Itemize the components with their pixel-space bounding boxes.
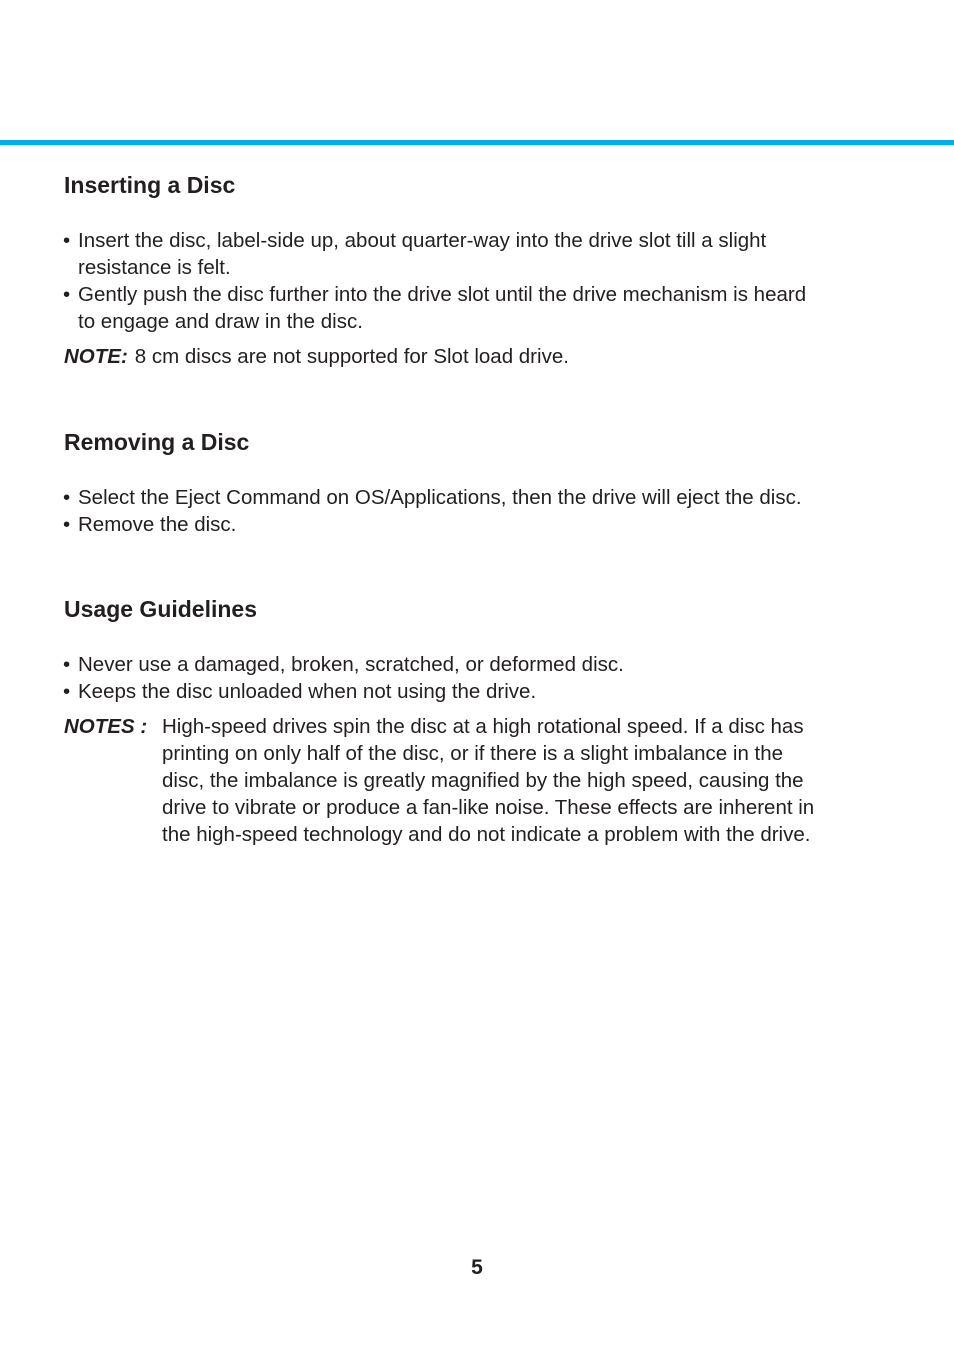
usage-bullet-list [64,651,894,705]
section-title-removing: Removing a Disc [64,429,250,455]
list-item-line: Gently push the disc further into the drive slot until the drive mechanism is heard [78,283,807,306]
note-label: NOTE: [64,345,128,368]
notes-line: High-speed drives spin the disc at a high rotational speed. If a disc has [162,715,804,738]
section-title-inserting: Inserting a Disc [64,172,236,198]
bullet-icon: • [63,513,71,536]
list-item [64,651,894,678]
header-rule [0,140,954,145]
list-item [64,484,894,511]
list-item [64,678,894,705]
notes-line: printing on only half of the disc, or if there is a slight imbalance in the [162,742,784,765]
notes-line: drive to vibrate or produce a fan-like noise. These effects are inherent in [162,796,815,819]
notes-label: NOTES : [64,715,148,738]
bullet-icon: • [63,680,71,703]
page-number: 5 [471,1256,483,1279]
list-item [64,511,894,538]
list-item [64,281,894,335]
list-item-line: Remove the disc. [78,513,237,536]
page-content [64,170,894,848]
list-item-line: Select the Eject Command on OS/Applications, then the drive will eject the disc. [78,486,802,509]
notes-line: disc, the imbalance is greatly magnified by the high speed, causing the [162,769,804,792]
list-item-line: Keeps the disc unloaded when not using the drive. [78,680,537,703]
notes-block [64,713,894,848]
list-item-line: to engage and draw in the disc. [78,310,363,333]
list-item-line: Never use a damaged, broken, scratched, or deformed disc. [78,653,624,676]
bullet-icon: • [63,229,71,252]
list-item-line: resistance is felt. [78,256,231,279]
bullet-icon: • [63,283,71,306]
section-title-usage: Usage Guidelines [64,596,258,622]
notes-text [162,713,814,848]
list-item [64,227,894,281]
bullet-icon: • [63,653,71,676]
removing-bullet-list [64,484,894,538]
bullet-icon: • [63,486,71,509]
list-item-line: Insert the disc, label-side up, about quarter-way into the drive slot till a slight [78,229,767,252]
notes-line: the high-speed technology and do not indicate a problem with the drive. [162,823,811,846]
inserting-bullet-list [64,227,894,335]
note [64,343,894,370]
note-text: 8 cm discs are not supported for Slot load drive. [134,345,569,368]
